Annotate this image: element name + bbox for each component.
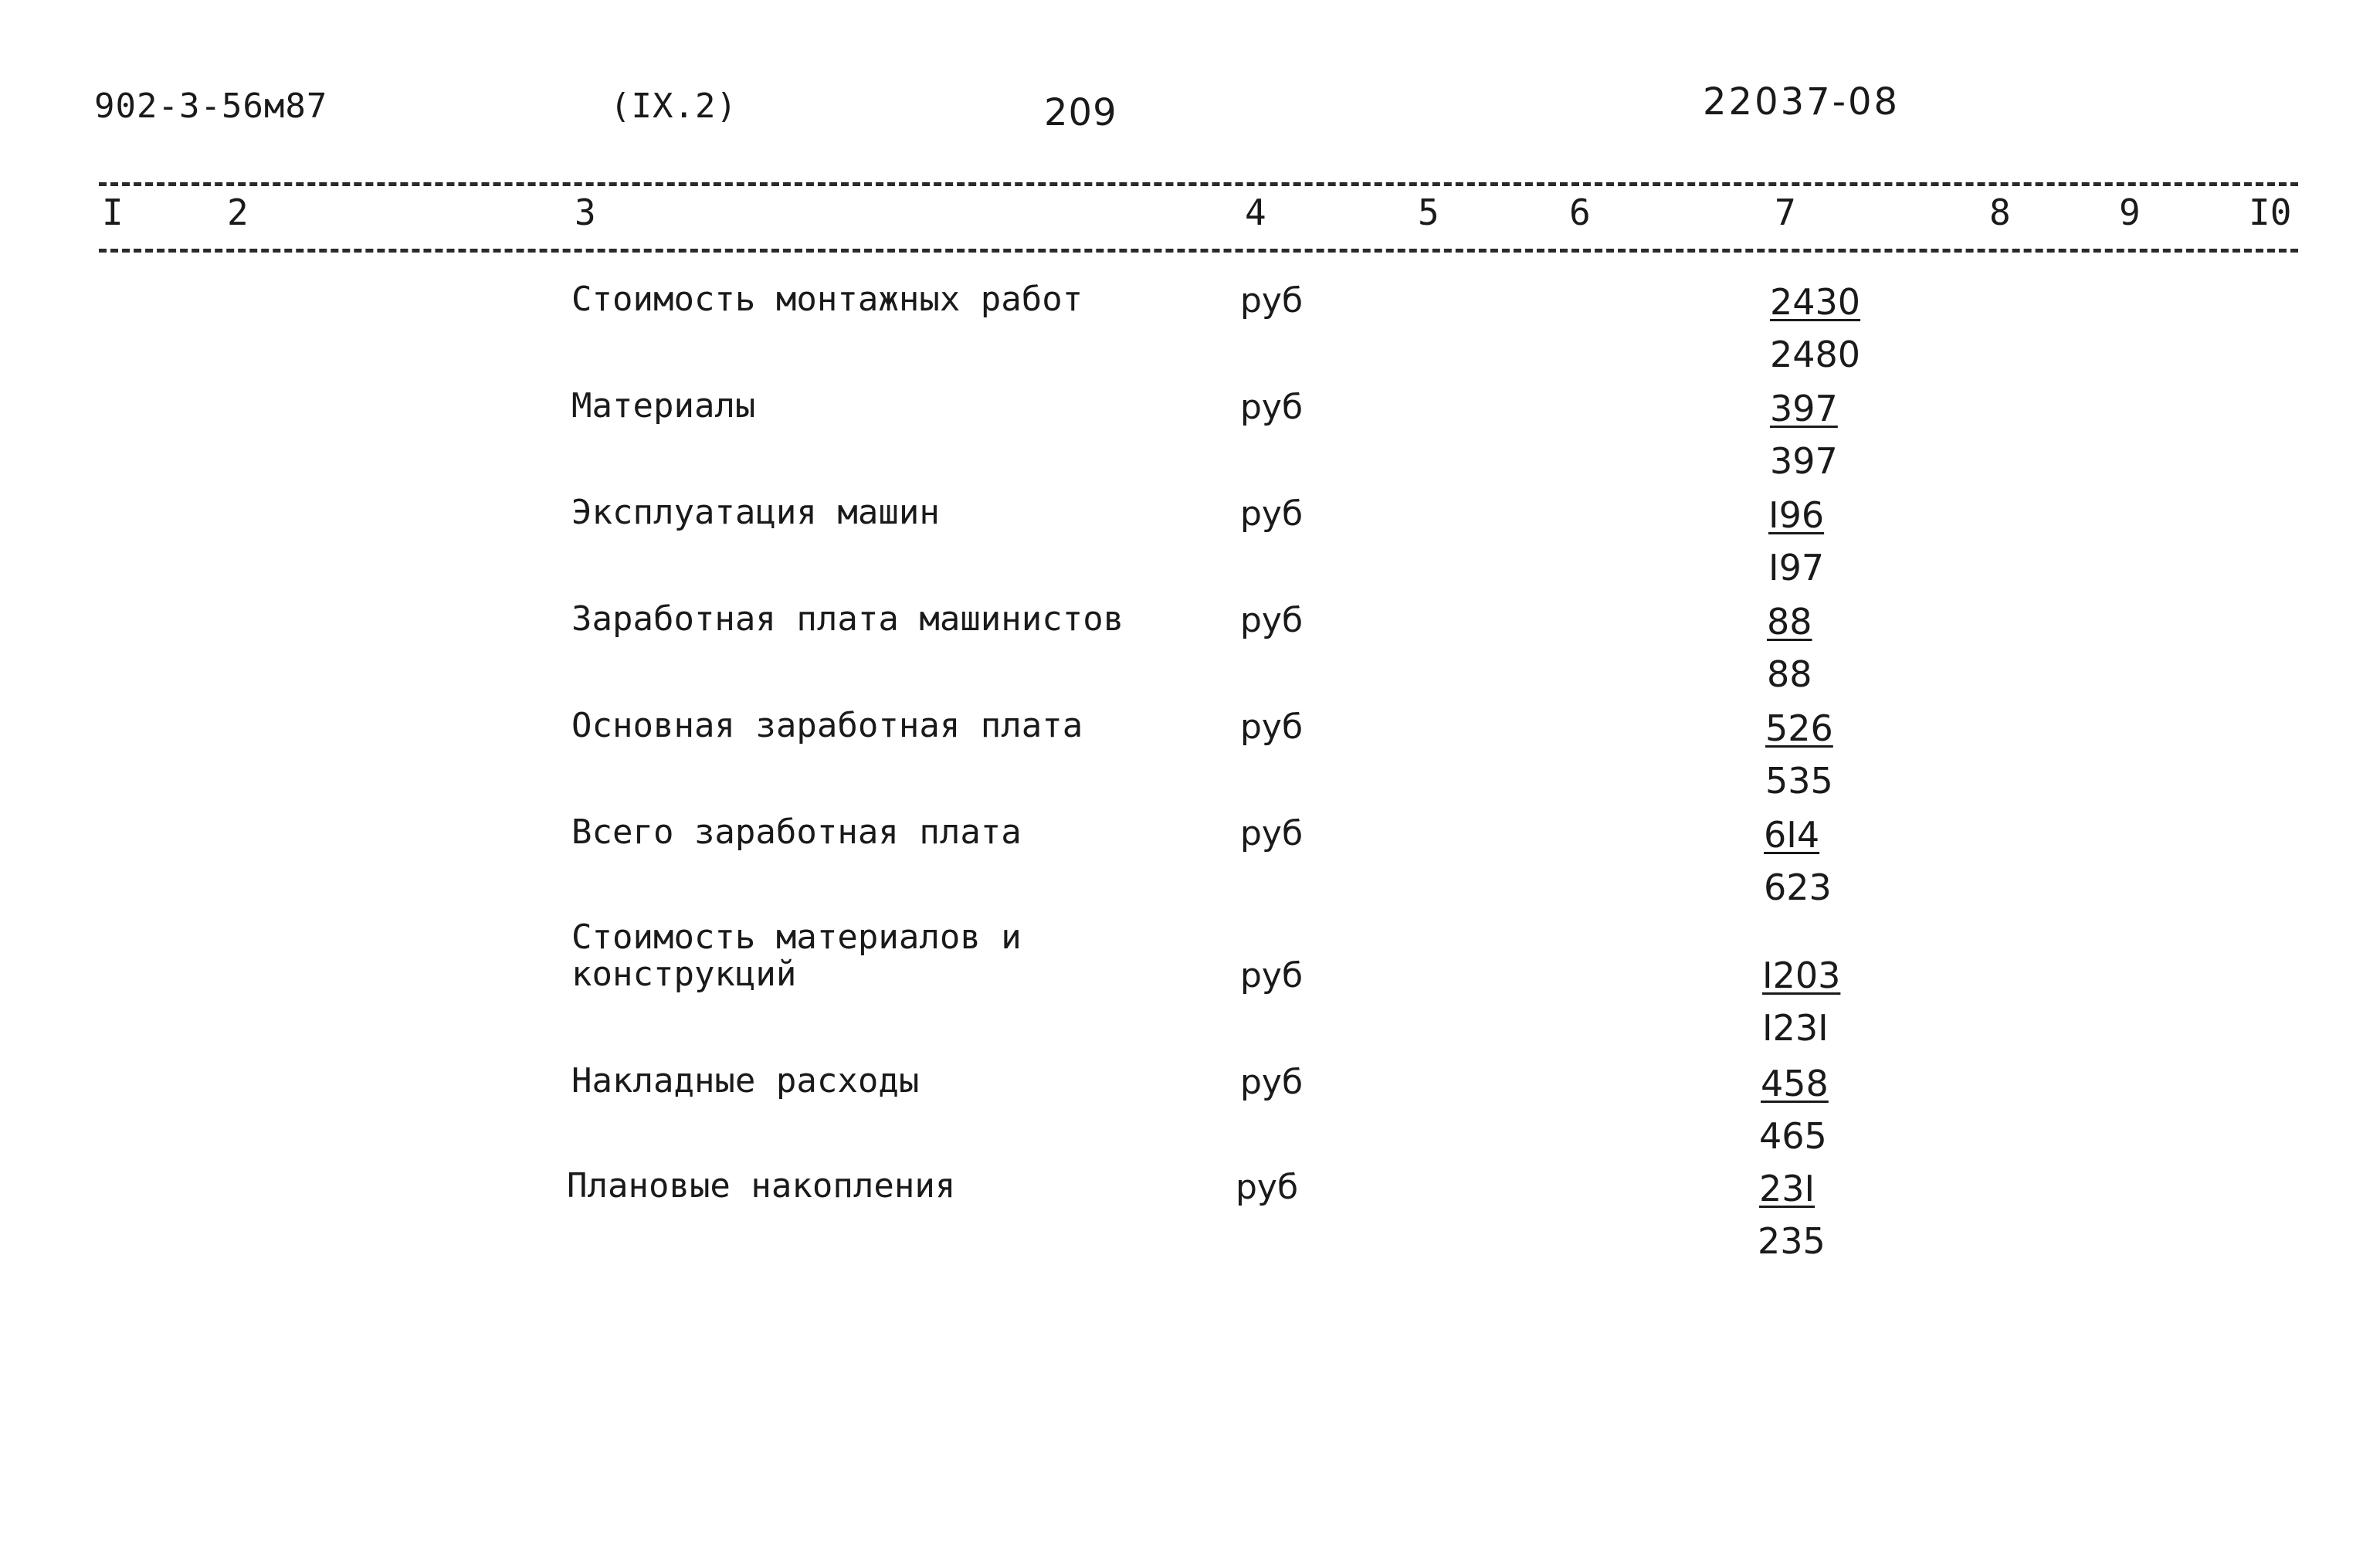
doc-number: 22037-08 — [1703, 80, 1900, 124]
row-unit: руб — [1240, 814, 1304, 853]
row-unit: руб — [1240, 281, 1304, 321]
row-value-top: I203 — [1762, 955, 1841, 996]
row-unit: руб — [1240, 956, 1304, 995]
column-number-2: 2 — [227, 192, 249, 233]
row-unit: руб — [1240, 494, 1304, 534]
row-value-bottom: I23I — [1762, 1007, 1829, 1049]
row-value-bottom: 88 — [1767, 653, 1812, 695]
row-value-top: 397 — [1770, 388, 1838, 429]
row-name: Материалы — [571, 386, 756, 426]
row-value-bottom: 465 — [1759, 1115, 1827, 1157]
row-value-top: 458 — [1761, 1063, 1829, 1104]
row-value-top: 23I — [1759, 1168, 1816, 1209]
column-number-10: I0 — [2249, 192, 2292, 233]
column-number-8: 8 — [1989, 192, 2011, 233]
row-name: Эксплуатация машин — [571, 493, 940, 532]
column-number-5: 5 — [1418, 192, 1439, 233]
row-unit: руб — [1240, 707, 1304, 747]
column-number-9: 9 — [2119, 192, 2141, 233]
row-value-top: 2430 — [1770, 281, 1861, 323]
row-value-bottom: I97 — [1768, 547, 1825, 588]
document-code: 902-3-56м87 — [94, 86, 328, 126]
row-value-top: 6I4 — [1764, 814, 1820, 856]
row-name: Заработная плата машинистов — [571, 599, 1124, 639]
row-value-bottom: 235 — [1758, 1220, 1826, 1262]
column-number-6: 6 — [1569, 192, 1591, 233]
column-number-4: 4 — [1245, 192, 1266, 233]
row-name: Стоимость монтажных работ — [571, 280, 1083, 319]
section-number: (IX.2) — [610, 86, 737, 126]
row-value-bottom: 397 — [1770, 440, 1838, 482]
row-name: Всего заработная плата — [571, 812, 1022, 852]
row-value-bottom: 623 — [1764, 867, 1832, 908]
row-value-top: 88 — [1767, 601, 1812, 643]
row-name: Плановые накопления — [567, 1166, 956, 1206]
row-unit: руб — [1240, 601, 1304, 640]
header-rule-top — [99, 182, 2298, 186]
row-unit: руб — [1236, 1168, 1299, 1207]
row-value-top: 526 — [1765, 707, 1833, 749]
column-number-3: 3 — [575, 192, 596, 233]
header-rule-bottom — [99, 249, 2298, 253]
row-value-bottom: 535 — [1765, 760, 1833, 802]
row-unit: руб — [1240, 388, 1304, 427]
page-number: 209 — [1044, 91, 1117, 134]
row-value-top: I96 — [1768, 494, 1825, 536]
row-name: Стоимость материалов и конструкций — [571, 917, 1022, 994]
row-name: Накладные расходы — [571, 1061, 920, 1101]
column-number-1: I — [102, 192, 124, 233]
row-name: Основная заработная плата — [571, 706, 1083, 745]
column-number-7: 7 — [1775, 192, 1796, 233]
row-unit: руб — [1240, 1063, 1304, 1102]
row-value-bottom: 2480 — [1770, 334, 1861, 375]
